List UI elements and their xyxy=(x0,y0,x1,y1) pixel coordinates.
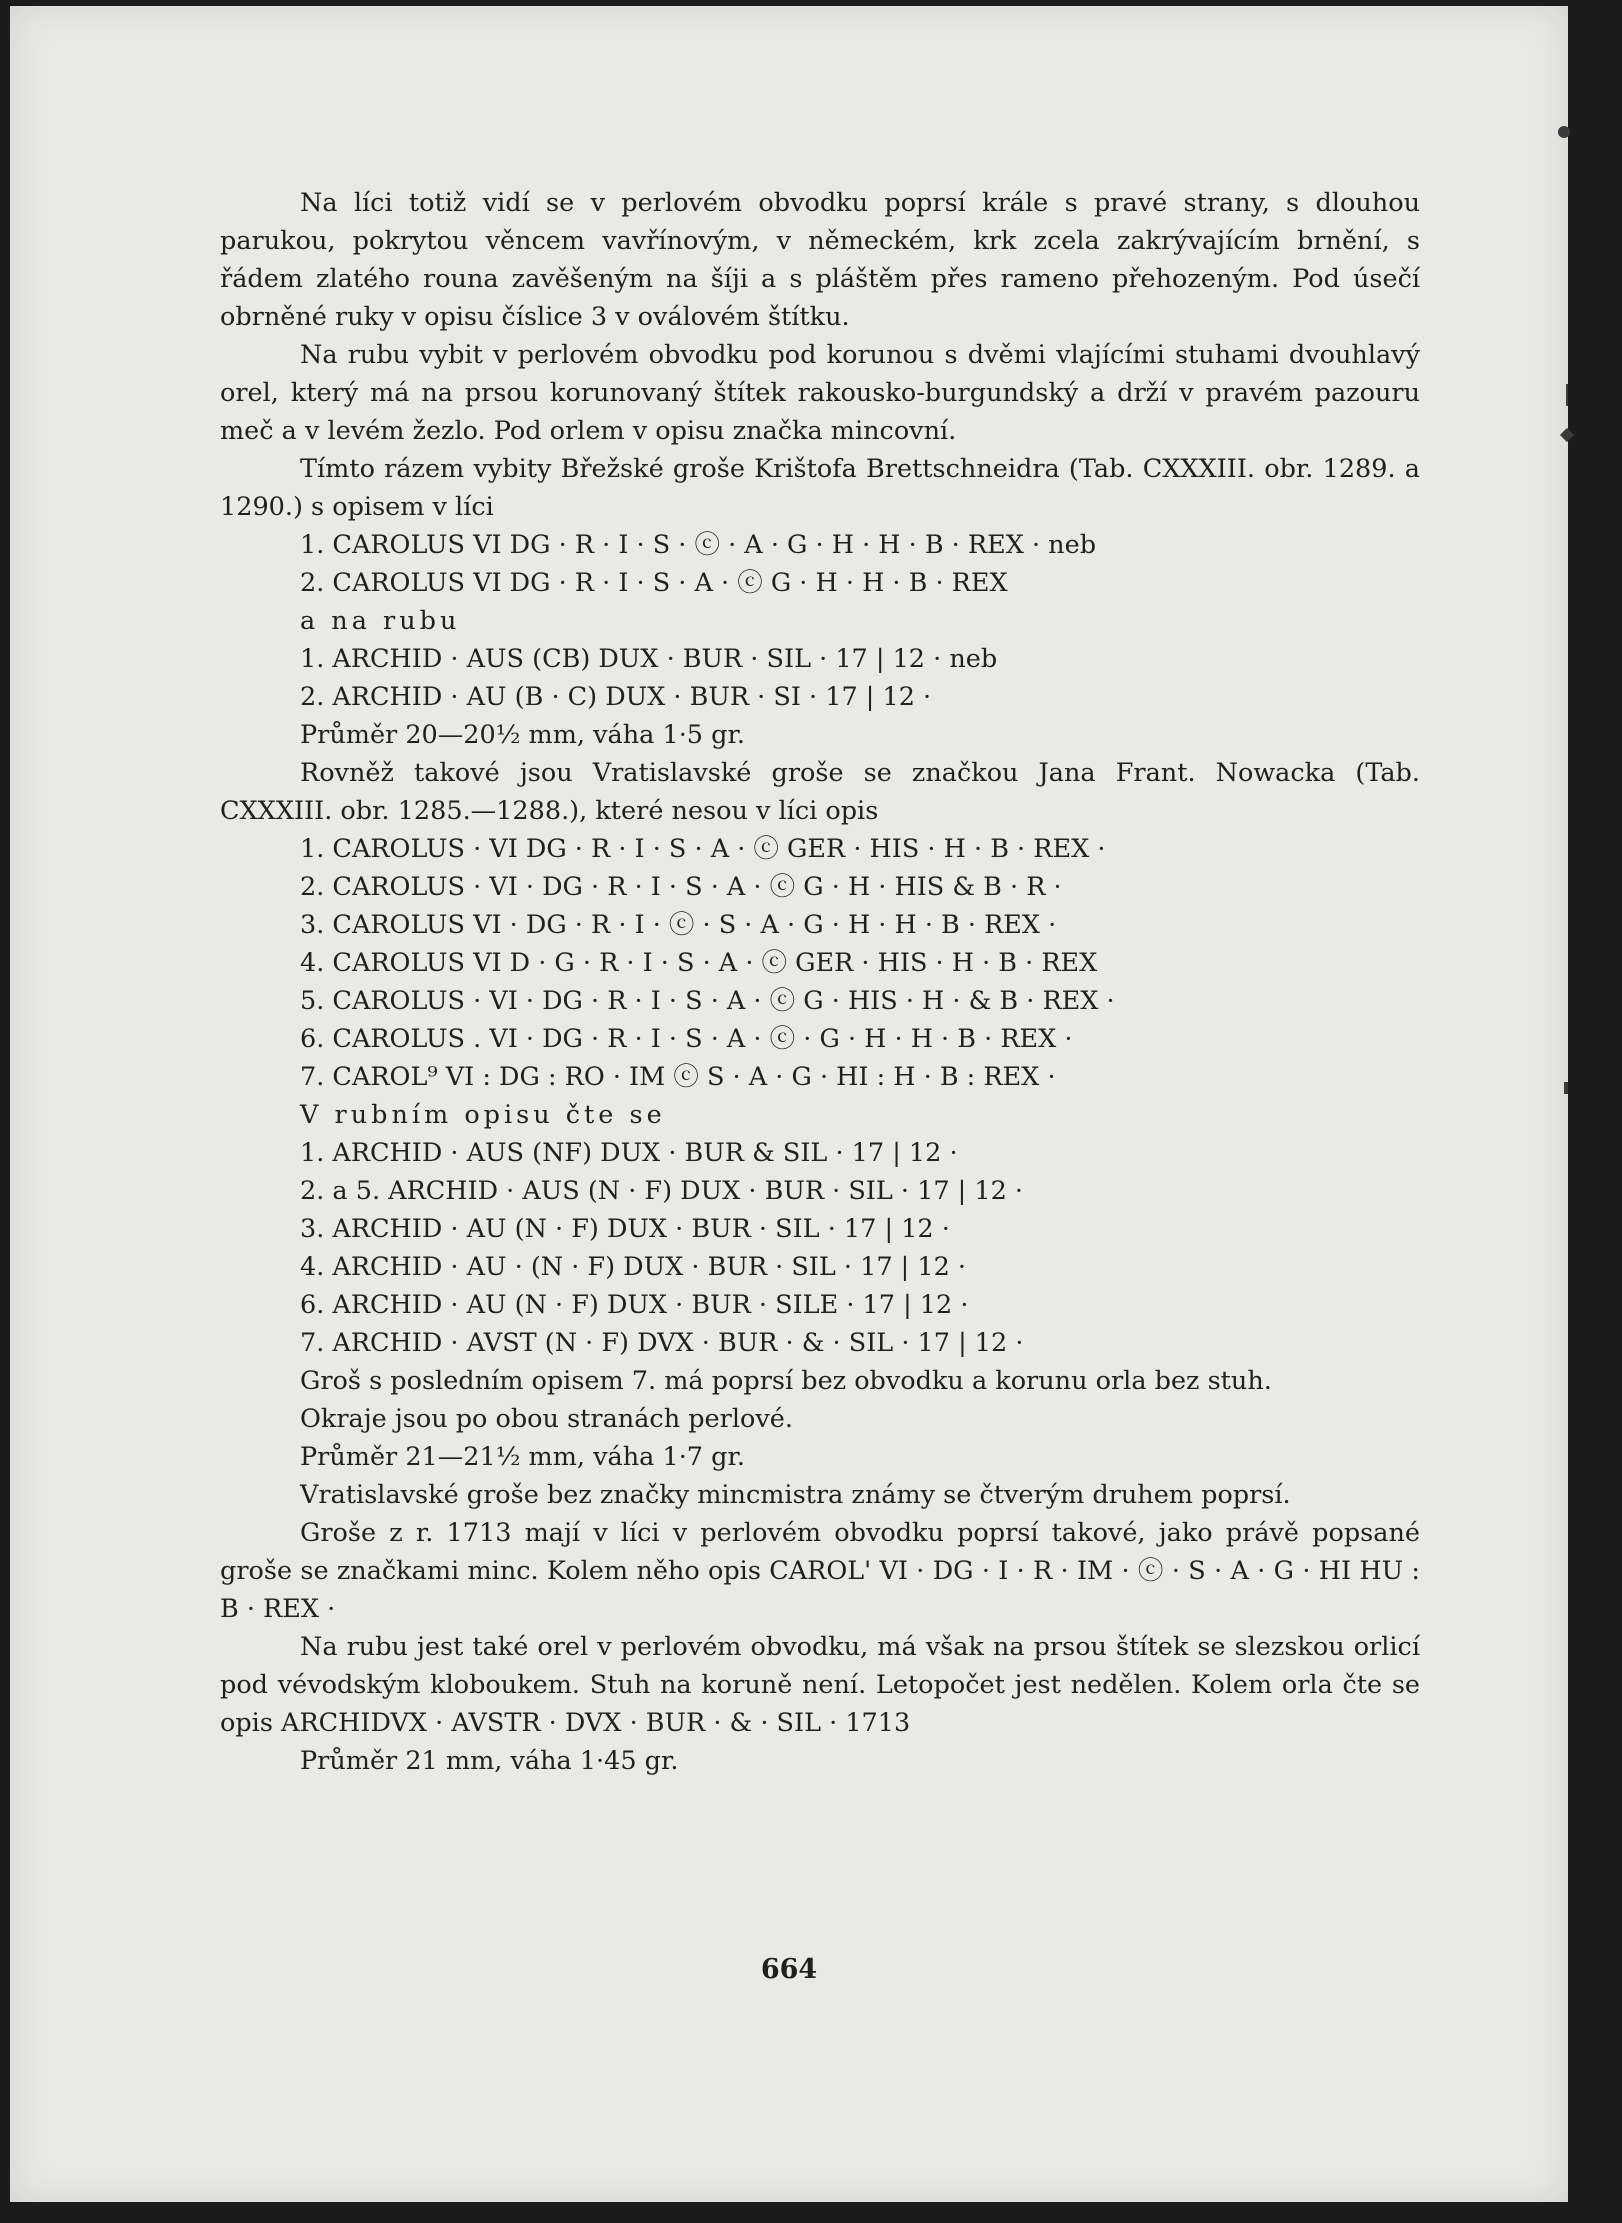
paragraph-vratislavske-grose: Rovněž takové jsou Vratislavské groše se značkou Jana Frant. Nowacka (Tab. CXXXIII. obr. 1285.—1288.), které nesou v líci opis xyxy=(220,758,1420,826)
paragraph-bez-znacky: Vratislavské groše bez značky mincmistra známy se čtverým druhem poprsí. xyxy=(300,1480,1291,1510)
measurement-line: Průměr 21—21½ mm, váha 1·7 gr. xyxy=(300,1442,745,1472)
page-text xyxy=(220,184,1420,1780)
legend-line: 1. ARCHID · AUS (CB) DUX · BUR · SIL · 17 | 12 · neb xyxy=(300,644,998,674)
paragraph-brezske-grose: Tímto rázem vybity Břežské groše Krištofa Brettschneidra (Tab. CXXXIII. obr. 1289. a 1290.) s opisem v líci xyxy=(220,454,1420,522)
scan-speck xyxy=(1558,126,1570,138)
legend-line: 3. CAROLUS VI · DG · R · I · ⓒ · S · A · G · H · H · B · REX · xyxy=(300,910,1057,940)
book-page xyxy=(10,6,1568,2202)
legend-line: 1. CAROLUS · VI DG · R · I · S · A · ⓒ GER · HIS · H · B · REX · xyxy=(300,834,1106,864)
legend-heading: a na rubu xyxy=(300,606,461,636)
legend-line: 2. ARCHID · AU (B · C) DUX · BUR · SI · 17 | 12 · xyxy=(300,682,932,712)
note-line: Groš s posledním opisem 7. má poprsí bez obvodku a korunu orla bez stuh. xyxy=(300,1366,1272,1396)
paragraph-rub-1713: Na rubu jest také orel v perlovém obvodku, má však na prsou štítek se slezskou orlicí pod vévodským kloboukem. Stuh na koruně není. Letopočet jest nedělen. Kolem orla čte se opis ARCHIDVX · AVSTR · DVX · BUR · & · SIL · 1713 xyxy=(220,1632,1420,1738)
paragraph-grose-1713: Groše z r. 1713 mají v líci v perlovém obvodku poprsí takové, jako právě popsané groše se značkami minc. Kolem něho opis CAROL' VI · DG · I · R · IM · ⓒ · S · A · G · HI HU : B · REX · xyxy=(220,1518,1420,1624)
scan-speck xyxy=(1560,428,1574,442)
legend-line: 5. CAROLUS · VI · DG · R · I · S · A · ⓒ G · HIS · H · & B · REX · xyxy=(300,986,1115,1016)
legend-line: 2. a 5. ARCHID · AUS (N · F) DUX · BUR · SIL · 17 | 12 · xyxy=(300,1176,1024,1206)
legend-line: 2. CAROLUS · VI · DG · R · I · S · A · ⓒ G · H · HIS & B · R · xyxy=(300,872,1062,902)
measurement-line: Průměr 21 mm, váha 1·45 gr. xyxy=(300,1746,679,1776)
paragraph-reverse: Na rubu vybit v perlovém obvodku pod korunou s dvěmi vlajícími stuhami dvouhlavý orel, který má na prsou korunovaný štítek rakousko-burgundský a drží v pravém pazouru meč a v levém žezlo. Pod orlem v opisu značka mincovní. xyxy=(220,340,1420,446)
legend-line: 4. CAROLUS VI D · G · R · I · S · A · ⓒ GER · HIS · H · B · REX xyxy=(300,948,1098,978)
legend-line: 6. CAROLUS . VI · DG · R · I · S · A · ⓒ · G · H · H · B · REX · xyxy=(300,1024,1073,1054)
legend-line: 6. ARCHID · AU (N · F) DUX · BUR · SILE · 17 | 12 · xyxy=(300,1290,969,1320)
scan-speck xyxy=(1564,1082,1568,1094)
legend-line: 4. ARCHID · AU · (N · F) DUX · BUR · SIL · 17 | 12 · xyxy=(300,1252,967,1282)
legend-heading: V rubním opisu čte se xyxy=(300,1100,666,1130)
legend-line: 3. ARCHID · AU (N · F) DUX · BUR · SIL · 17 | 12 · xyxy=(300,1214,950,1244)
legend-line: 1. CAROLUS VI DG · R · I · S · ⓒ · A · G · H · H · B · REX · neb xyxy=(300,530,1097,560)
scan-speck xyxy=(1566,384,1568,406)
legend-line: 2. CAROLUS VI DG · R · I · S · A · ⓒ G · H · H · B · REX xyxy=(300,568,1008,598)
note-line: Okraje jsou po obou stranách perlové. xyxy=(300,1404,793,1434)
legend-line: 7. ARCHID · AVST (N · F) DVX · BUR · & · SIL · 17 | 12 · xyxy=(300,1328,1024,1358)
paragraph-obverse: Na líci totiž vidí se v perlovém obvodku poprsí krále s pravé strany, s dlouhou parukou, pokrytou věncem vavřínovým, v německém, krk zcela zakrývajícím brnění, s řádem zlatého rouna zavěšeným na šíji a s pláštěm přes rameno přehozeným. Pod úsečí obrněné ruky v opisu číslice 3 v oválovém štítku. xyxy=(220,188,1420,332)
page-number: 664 xyxy=(760,1954,818,1985)
measurement-line: Průměr 20—20½ mm, váha 1·5 gr. xyxy=(300,720,745,750)
legend-line: 7. CAROL⁹ VI : DG : RO · IM ⓒ S · A · G · HI : H · B : REX · xyxy=(300,1062,1056,1092)
legend-line: 1. ARCHID · AUS (NF) DUX · BUR & SIL · 17 | 12 · xyxy=(300,1138,958,1168)
